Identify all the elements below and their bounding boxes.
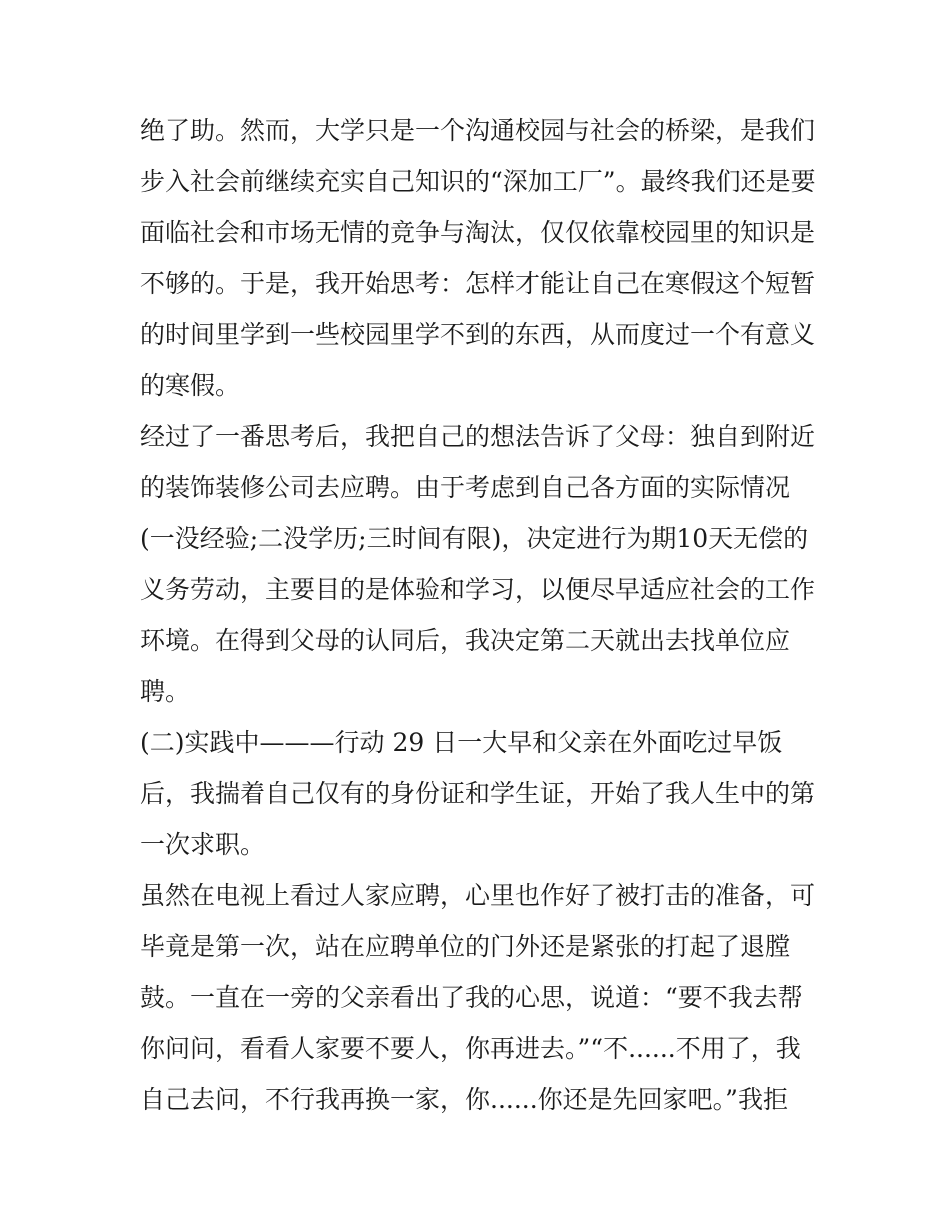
text-line: 义务劳动，主要目的是体验和学习，以便尽早适应社会的工作 xyxy=(140,575,816,604)
text-line: 不够的。于是，我开始思考：怎样才能让自己在寒假这个短暂 xyxy=(140,269,816,298)
text-line: 的寒假。 xyxy=(140,371,241,400)
text-line: 面临社会和市场无情的竞争与淘汰，仅仅依靠校园里的知识是 xyxy=(140,218,816,247)
text-line: 步入社会前继续充实自己知识的“深加工厂”。最终我们还是要 xyxy=(140,167,816,196)
document-body xyxy=(140,105,820,1125)
text-line: 你问问，看看人家要不要人，你再进去。”“不......不用了，我 xyxy=(140,1034,801,1063)
text-line: 鼓。一直在一旁的父亲看出了我的心思，说道：“要不我去帮 xyxy=(140,983,803,1012)
text-line: 的装饰装修公司去应聘。由于考虑到自己各方面的实际情况 xyxy=(140,473,791,502)
text-line: 毕竟是第一次，站在应聘单位的门外还是紧张的打起了退膛 xyxy=(140,932,791,961)
text-line: 后，我揣着自己仅有的身份证和学生证，开始了我人生中的第 xyxy=(140,779,816,808)
text-line: 经过了一番思考后，我把自己的想法告诉了父母：独自到附近 xyxy=(140,422,816,451)
text-line: 虽然在电视上看过人家应聘，心里也作好了被打击的准备，可 xyxy=(140,881,816,910)
section-heading-line: (二)实践中———行动 29 日一大早和父亲在外面吃过早饭 xyxy=(140,728,783,757)
text-line: (一没经验;二没学历;三时间有限)，决定进行为期10天无偿的 xyxy=(140,524,809,553)
text-line: 环境。在得到父母的认同后，我决定第二天就出去找单位应 xyxy=(140,626,791,655)
text-line: 自己去问，不行我再换一家，你......你还是先回家吧。”我拒 xyxy=(140,1085,788,1114)
text-line: 聘。 xyxy=(140,677,191,706)
text-line: 的时间里学到一些校园里学不到的东西，从而度过一个有意义 xyxy=(140,320,816,349)
text-line: 一次求职。 xyxy=(140,830,266,859)
text-line: 绝了助。然而，大学只是一个沟通校园与社会的桥梁，是我们 xyxy=(140,116,816,145)
